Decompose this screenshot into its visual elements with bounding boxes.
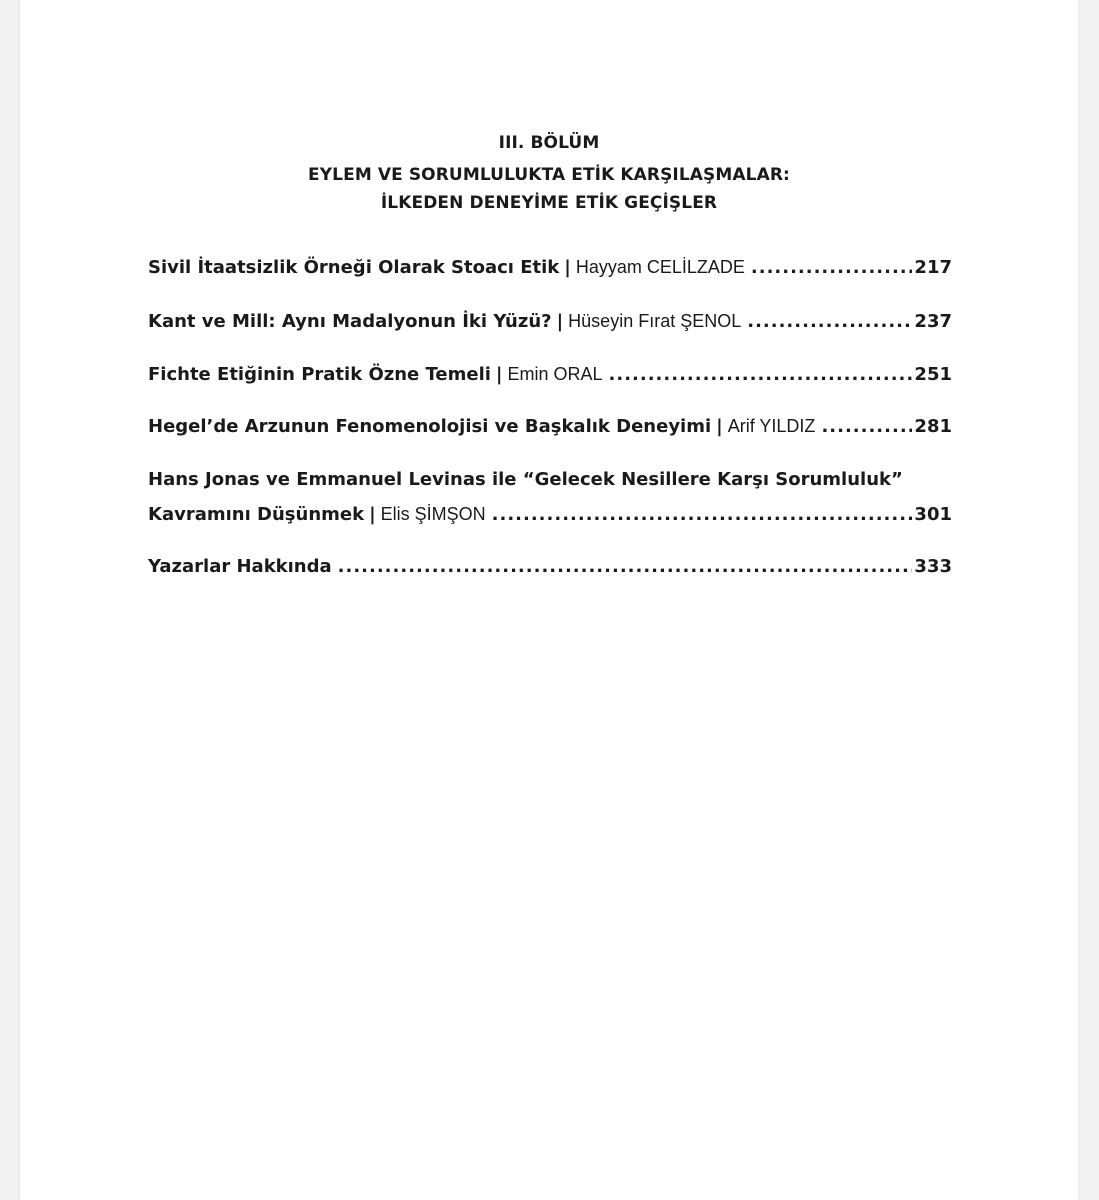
separator: | — [716, 416, 723, 437]
entry-page-number: 301 — [914, 504, 952, 525]
entry-author: Elis ŞİMŞON — [380, 504, 486, 524]
entry-title: Kant ve Mill: Aynı Madalyonun İki Yüzü? — [148, 311, 552, 332]
entry-title: Fichte Etiğinin Pratik Özne Temeli — [148, 364, 491, 385]
section-title-line-2: İLKEDEN DENEYİME ETİK GEÇİŞLER — [380, 193, 718, 213]
toc-entry-6 — [148, 556, 952, 582]
dot-leader — [338, 556, 913, 577]
entry-title: Sivil İtaatsizlik Örneği Olarak Stoacı Etik — [148, 257, 560, 278]
section-title-line-1: EYLEM VE SORUMLULUKTA ETİK KARŞILAŞMALAR: — [308, 165, 790, 185]
entry-page-number: 217 — [914, 257, 952, 278]
separator: | — [369, 504, 376, 525]
entry-title: Yazarlar Hakkında — [148, 556, 332, 577]
dot-leader — [492, 504, 913, 525]
entry-page-number: 237 — [914, 311, 952, 332]
entry-title-line-1: Hans Jonas ve Emmanuel Levinas ile “Gelecek Nesillere Karşı Sorumluluk” — [148, 469, 903, 490]
section-part-heading: III. BÖLÜM — [498, 133, 600, 153]
document-page — [20, 0, 1078, 1200]
entry-author: Emin ORAL — [507, 364, 603, 384]
separator: | — [556, 311, 564, 332]
dot-leader — [751, 257, 913, 278]
dot-leader — [821, 416, 912, 437]
separator: | — [564, 257, 571, 278]
toc-entry-3 — [148, 364, 952, 390]
toc-entry-1 — [148, 257, 952, 283]
entry-author: Hüseyin Fırat ŞENOL — [568, 311, 742, 331]
toc-entry-5 — [148, 469, 952, 530]
entry-author: Hayyam CELİLZADE — [575, 257, 745, 277]
toc-entry-2 — [148, 311, 952, 337]
separator: | — [495, 364, 503, 385]
entry-author: Arif YILDIZ — [727, 416, 816, 436]
entry-page-number: 251 — [914, 364, 952, 385]
dot-leader — [747, 311, 912, 332]
entry-page-number: 333 — [914, 556, 952, 577]
dot-leader — [609, 364, 913, 385]
toc-entry-4 — [148, 416, 952, 442]
entry-page-number: 281 — [914, 416, 952, 437]
entry-title: Hegel’de Arzunun Fenomenolojisi ve Başkalık Deneyimi — [148, 416, 712, 437]
entry-title-line-2: Kavramını Düşünmek — [148, 504, 365, 525]
